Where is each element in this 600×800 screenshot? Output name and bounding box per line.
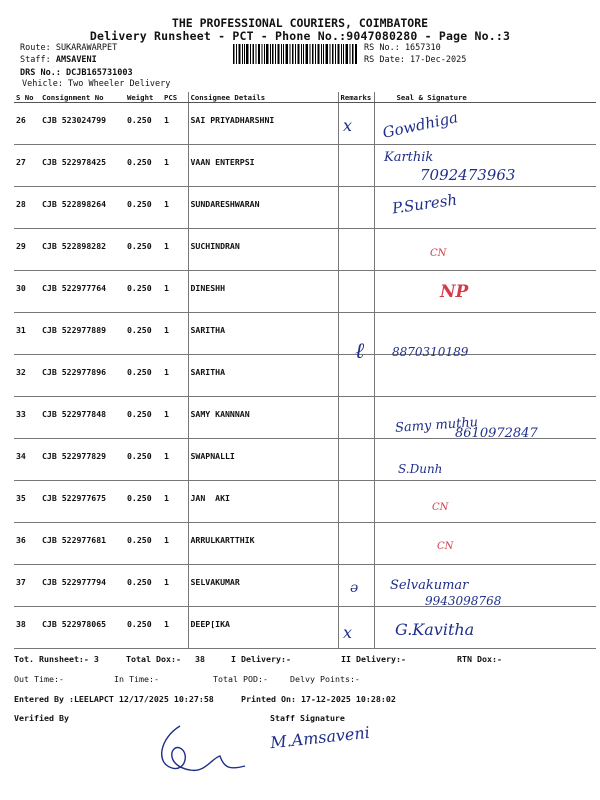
cell-signature xyxy=(374,481,596,523)
staff-name: AMSAVENI xyxy=(55,55,97,65)
tot-runsheet: Tot. Runsheet:- 3 xyxy=(14,654,99,664)
remark-x-mark-38: x xyxy=(343,623,353,642)
cell-pcs: 1 xyxy=(162,523,188,565)
cell-sno: 37 xyxy=(14,565,40,607)
table-row xyxy=(14,187,596,229)
signature-row-31-scribble: ℓ xyxy=(355,339,365,364)
table-row xyxy=(14,481,596,523)
cell-weight: 0.250 xyxy=(125,481,162,523)
cell-consignee: SAMY KANNNAN xyxy=(188,397,338,439)
rtn-dox: RTN Dox:- xyxy=(457,654,502,664)
cell-pcs: 1 xyxy=(162,607,188,649)
signature-row-27-name: Karthik xyxy=(384,150,434,165)
cell-sno: 32 xyxy=(14,355,40,397)
cell-consignee: SUNDARESHWARAN xyxy=(188,187,338,229)
col-consignee: Consignee Details xyxy=(188,92,338,103)
barcode-image xyxy=(233,44,357,64)
cell-consignment: CJB 522977794 xyxy=(40,565,125,607)
cell-consignment: CJB 522898264 xyxy=(40,187,125,229)
cell-weight: 0.250 xyxy=(125,229,162,271)
cell-consignment: CJB 522978425 xyxy=(40,145,125,187)
table-row xyxy=(14,229,596,271)
cell-weight: 0.250 xyxy=(125,607,162,649)
signature-row-37-mark: ə xyxy=(350,580,359,596)
cell-signature xyxy=(374,523,596,565)
cell-consignee: DEEP[IKA xyxy=(188,607,338,649)
cell-pcs: 1 xyxy=(162,397,188,439)
table-row xyxy=(14,355,596,397)
cell-weight: 0.250 xyxy=(125,103,162,145)
cell-weight: 0.250 xyxy=(125,523,162,565)
cell-signature xyxy=(374,271,596,313)
cell-sno: 27 xyxy=(14,145,40,187)
table-row xyxy=(14,313,596,355)
cell-weight: 0.250 xyxy=(125,271,162,313)
cell-pcs: 1 xyxy=(162,229,188,271)
signature-row-27-phone: 7092473963 xyxy=(420,166,516,184)
cell-pcs: 1 xyxy=(162,565,188,607)
rs-date: RS Date: 17-Dec-2025 xyxy=(364,55,467,65)
cell-consignment: CJB 522977681 xyxy=(40,523,125,565)
col-consignment: Consignment No xyxy=(40,92,125,103)
col-signature: Seal & Signature xyxy=(374,92,596,103)
cell-sno: 36 xyxy=(14,523,40,565)
out-time: Out Time:- xyxy=(14,674,64,684)
cell-consignment: CJB 522977764 xyxy=(40,271,125,313)
i-delivery: I Delivery:- xyxy=(231,654,291,664)
table-header-row xyxy=(14,92,596,103)
cell-remarks xyxy=(338,145,374,187)
signature-row-28: P.Suresh xyxy=(391,190,459,218)
cell-consignment: CJB 523024799 xyxy=(40,103,125,145)
col-weight: Weight xyxy=(125,92,162,103)
cell-consignment: CJB 522898282 xyxy=(40,229,125,271)
signature-row-37-phone: 9943098768 xyxy=(425,594,502,608)
runsheet-subtitle: Delivery Runsheet - PCT - Phone No.:9047080280 - Page No.:3 xyxy=(89,29,511,43)
total-dox-label: Total Dox:- xyxy=(126,654,181,664)
printed-on: Printed On: 17-12-2025 10:28:02 xyxy=(241,694,396,704)
cell-weight: 0.250 xyxy=(125,145,162,187)
cell-consignee: SWAPNALLI xyxy=(188,439,338,481)
cell-consignee: SARITHA xyxy=(188,355,338,397)
company-title: THE PROFESSIONAL COURIERS, COIMBATORE xyxy=(171,16,429,30)
cell-consignee: SAI PRIYADHARSHNI xyxy=(188,103,338,145)
cell-sno: 35 xyxy=(14,481,40,523)
cell-sno: 34 xyxy=(14,439,40,481)
cell-remarks xyxy=(338,271,374,313)
signature-row-34: S.Dunh xyxy=(398,462,443,476)
cell-signature xyxy=(374,355,596,397)
table-row xyxy=(14,565,596,607)
cell-pcs: 1 xyxy=(162,271,188,313)
route-label: Route: SUKARAWARPET xyxy=(20,43,118,53)
cell-consignee: ARRULKARTTHIK xyxy=(188,523,338,565)
cell-weight: 0.250 xyxy=(125,313,162,355)
cell-remarks xyxy=(338,439,374,481)
cell-pcs: 1 xyxy=(162,439,188,481)
cell-remarks xyxy=(338,397,374,439)
cell-remarks xyxy=(338,481,374,523)
rs-number: RS No.: 1657310 xyxy=(364,43,441,53)
cell-consignee: DINESHH xyxy=(188,271,338,313)
col-pcs: PCS xyxy=(162,92,188,103)
table-row xyxy=(14,271,596,313)
cell-sno: 29 xyxy=(14,229,40,271)
cell-consignee: VAAN ENTERPSI xyxy=(188,145,338,187)
cell-weight: 0.250 xyxy=(125,397,162,439)
cell-sno: 31 xyxy=(14,313,40,355)
cell-consignment: CJB 522977829 xyxy=(40,439,125,481)
total-dox-value: 38 xyxy=(195,654,205,664)
delvy-points: Delvy Points:- xyxy=(290,674,360,684)
drs-number: DRS No.: DCJB165731003 xyxy=(20,68,133,78)
cell-pcs: 1 xyxy=(162,187,188,229)
cell-weight: 0.250 xyxy=(125,187,162,229)
cn-mark-row-29: CN xyxy=(430,248,447,259)
np-mark-row-30: NP xyxy=(440,282,469,302)
cn-mark-row-35: CN xyxy=(432,502,449,513)
staff-signature-mark: M.Amsaveni xyxy=(269,722,371,753)
staff-label: Staff: xyxy=(20,55,51,65)
cell-remarks xyxy=(338,229,374,271)
cell-sno: 30 xyxy=(14,271,40,313)
cell-sno: 26 xyxy=(14,103,40,145)
cn-mark-row-36: CN xyxy=(437,541,454,552)
remark-x-mark: x xyxy=(343,116,353,135)
cell-remarks xyxy=(338,187,374,229)
signature-row-33-phone: 8610972847 xyxy=(455,426,538,441)
cell-sno: 33 xyxy=(14,397,40,439)
in-time: In Time:- xyxy=(114,674,159,684)
cell-pcs: 1 xyxy=(162,481,188,523)
cell-weight: 0.250 xyxy=(125,439,162,481)
table-row xyxy=(14,523,596,565)
entered-by: Entered By :LEELAPCT 12/17/2025 10:27:58 xyxy=(14,694,214,704)
staff-signature-label: Staff Signature xyxy=(270,713,345,723)
cell-signature xyxy=(374,229,596,271)
cell-pcs: 1 xyxy=(162,103,188,145)
vehicle-label: Vehicle: Two Wheeler Delivery xyxy=(22,79,171,89)
cell-consignment: CJB 522977675 xyxy=(40,481,125,523)
cell-pcs: 1 xyxy=(162,313,188,355)
signature-row-33-name: Samy muthu xyxy=(394,415,479,436)
table-row xyxy=(14,103,596,145)
signature-row-26: Gowdhiga xyxy=(380,108,460,142)
cell-pcs: 1 xyxy=(162,355,188,397)
table-row xyxy=(14,439,596,481)
table-row xyxy=(14,607,596,649)
cell-consignment: CJB 522978065 xyxy=(40,607,125,649)
cell-consignee: JAN AKI xyxy=(188,481,338,523)
signature-row-38: G.Kavitha xyxy=(395,620,475,639)
total-pod: Total POD:- xyxy=(213,674,268,684)
verified-signature-scribble xyxy=(150,718,250,778)
col-remarks: Remarks xyxy=(338,92,374,103)
cell-sno: 28 xyxy=(14,187,40,229)
cell-sno: 38 xyxy=(14,607,40,649)
cell-consignment: CJB 522977896 xyxy=(40,355,125,397)
cell-remarks xyxy=(338,523,374,565)
cell-consignee: SARITHA xyxy=(188,313,338,355)
cell-pcs: 1 xyxy=(162,145,188,187)
ii-delivery: II Delivery:- xyxy=(341,654,406,664)
cell-weight: 0.250 xyxy=(125,355,162,397)
verified-by-label: Verified By xyxy=(14,713,69,723)
cell-consignee: SUCHINDRAN xyxy=(188,229,338,271)
cell-consignment: CJB 522977889 xyxy=(40,313,125,355)
cell-weight: 0.250 xyxy=(125,565,162,607)
staff-line xyxy=(20,55,97,65)
cell-consignment: CJB 522977848 xyxy=(40,397,125,439)
signature-row-37-name: Selvakumar xyxy=(390,578,469,593)
col-sno: S No xyxy=(14,92,40,103)
signature-row-31: 8870310189 xyxy=(392,345,469,359)
cell-consignee: SELVAKUMAR xyxy=(188,565,338,607)
